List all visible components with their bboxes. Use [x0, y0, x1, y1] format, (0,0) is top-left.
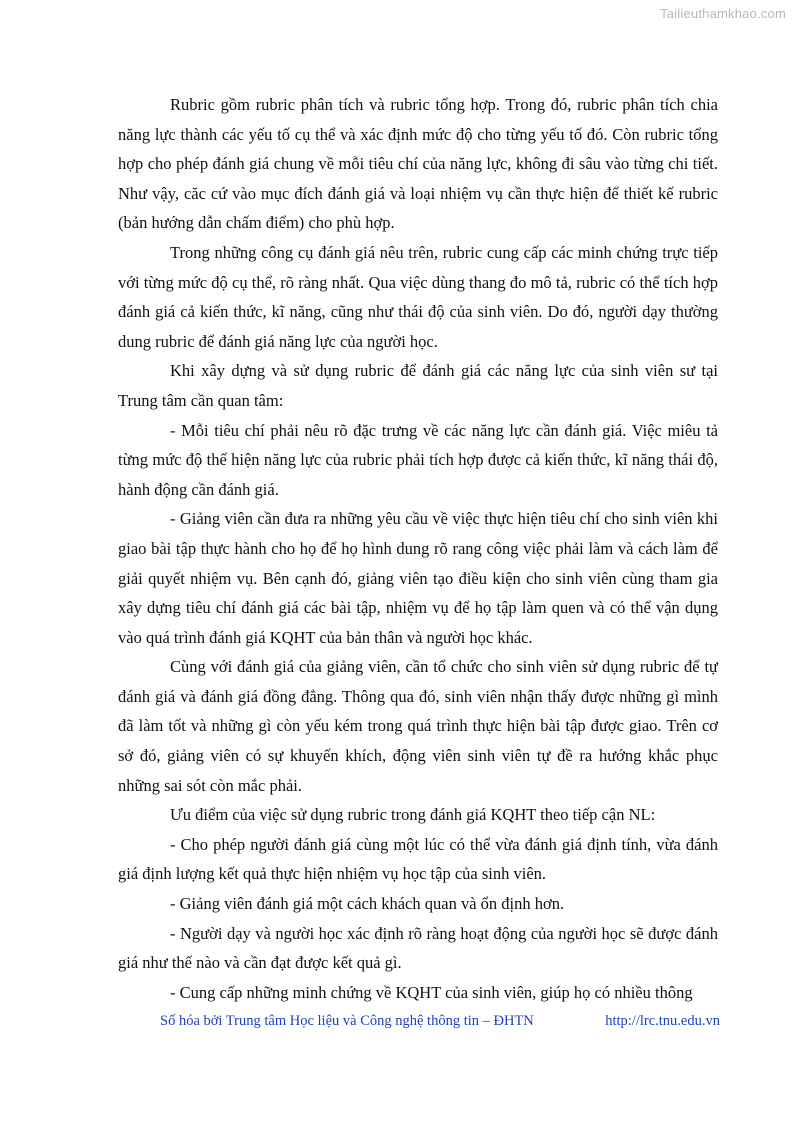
paragraph: - Người dạy và người học xác định rõ ràng hoạt động của người học sẽ được đánh giá như thế nào và cần đạt được kết quả gì. [118, 923, 718, 973]
paragraph: - Cho phép người đánh giá cùng một lúc có thể vừa đánh giá định tính, vừa đánh giá định lượng kết quả thực hiện nhiệm vụ học tập của sinh viên. [118, 834, 718, 884]
paragraph: - Cung cấp những minh chứng về KQHT của sinh viên, giúp họ có nhiều thông [170, 982, 693, 1002]
page-footer [160, 1013, 720, 1030]
footer-credit: Số hóa bởi Trung tâm Học liệu và Công nghệ thông tin – ĐHTN [160, 1013, 534, 1029]
paragraph: Ưu điểm của việc sử dụng rubric trong đánh giá KQHT theo tiếp cận NL: [170, 805, 656, 825]
paragraph: Cùng với đánh giá của giảng viên, cần tổ chức cho sinh viên sử dụng rubric để tự đánh giá và đánh giá đồng đẳng. Thông qua đó, sinh viên nhận thấy được những gì mình đã làm tốt và những gì còn yếu kém trong quá trình thực hiện bài tập được giao. Trên cơ sở đó, giảng viên có sự khuyến khích, động viên sinh viên tự đề ra hướng khắc phục những sai sót còn mắc phải. [118, 657, 718, 795]
document-body [118, 90, 718, 1007]
paragraph: Khi xây dựng và sử dụng rubric để đánh giá các năng lực của sinh viên sư tại Trung tâm cần quan tâm: [118, 361, 718, 410]
paragraph: Rubric gồm rubric phân tích và rubric tổng hợp. Trong đó, rubric phân tích chia năng lực thành các yếu tố cụ thể và xác định mức độ cho từng yếu tố đó. Còn rubric tổng hợp cho phép đánh giá chung về mỗi tiêu chí của năng lực, không đi sâu vào từng chi tiết. Như vậy, căc cứ vào mục đích đánh giá và loại nhiệm vụ cần thực hiện để thiết kế rubric (bản hướng dẫn chấm điểm) cho phù hợp. [118, 95, 718, 233]
paragraph: - Giảng viên cần đưa ra những yêu cầu về việc thực hiện tiêu chí cho sinh viên khi giao bài tập thực hành cho họ để họ hình dung rõ rang công việc phải làm và cách làm để giải quyết nhiệm vụ. Bên cạnh đó, giảng viên tạo điều kiện cho sinh viên cùng tham gia xây dựng tiêu chí đánh giá các bài tập, nhiệm vụ để họ tập làm quen và có thể vận dụng vào quá trình đánh giá KQHT của bản thân và người học khác. [118, 509, 718, 647]
paragraph: - Giảng viên đánh giá một cách khách quan và ổn định hơn. [170, 894, 565, 914]
watermark-text: Tailieuthamkhao.com [660, 6, 786, 21]
footer-link[interactable]: http://lrc.tnu.edu.vn [605, 1013, 720, 1029]
paragraph: - Mỗi tiêu chí phải nêu rõ đặc trưng về các năng lực cần đánh giá. Việc miêu tả từng mức độ thể hiện năng lực của rubric phải tích hợp được cả kiến thức, kĩ năng thái độ, hành động cần đánh giá. [118, 420, 718, 499]
paragraph: Trong những công cụ đánh giá nêu trên, rubric cung cấp các minh chứng trực tiếp với từng mức độ cụ thể, rõ ràng nhất. Qua việc dùng thang đo mô tả, rubric có thể tích hợp đánh giá cả kiến thức, kĩ năng, cũng như thái độ của sinh viên. Do đó, người dạy thường dung rubric để đánh giá năng lực của người học. [118, 242, 718, 351]
